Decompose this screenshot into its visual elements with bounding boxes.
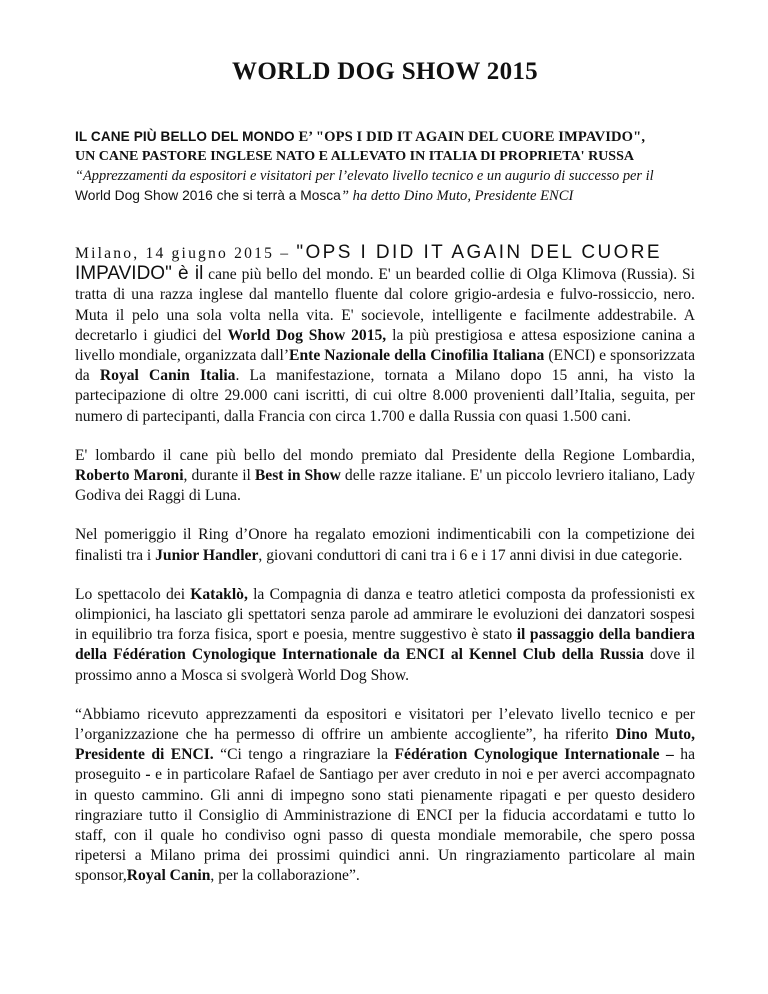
subtitle-headline: IL CANE PIÙ BELLO DEL MONDO: [75, 129, 295, 144]
text-span: , giovani conduttori di cani tra i 6 e i 17 anni divisi in due categorie.: [258, 546, 683, 564]
winner-name-a: "OPS I DID IT AGAIN DEL CUORE: [296, 242, 662, 263]
bold-span: Junior Handler: [155, 546, 259, 564]
quote-text-1: “Apprezzamenti da espositori e visitatori per l’elevato livello tecnico e un augurio di successo per il: [75, 168, 654, 184]
bold-span: Kataklò,: [190, 585, 248, 603]
text-span: Lo spettacolo dei: [75, 585, 191, 603]
text-span: dove il prossimo anno a Mosca si svolgerà World Dog Show.: [75, 646, 696, 684]
bold-span: Fédération Cynologique Internationale –: [394, 746, 674, 764]
subtitle-block: [75, 127, 695, 206]
text-span: . La manifestazione, tornata a Milano dopo 15 anni, ha visto la partecipazione di oltre 29.000 cani iscritti, di cui oltre 8.000 provenienti dall’Italia, seguita, per numero di partecipanti, dalla Francia con circa 1.700 e dalla Russia con quasi 1.500 cani.: [75, 367, 695, 425]
text-span: , per la collaborazione”.: [210, 867, 360, 885]
text-span: Nel pomeriggio il Ring d’Onore ha regalato emozioni indimenticabili con la competizione dei finalisti tra i: [75, 526, 695, 564]
bold-span: Royal Canin: [126, 867, 211, 885]
text-span: ha proseguito: [75, 746, 695, 784]
paragraph-5: [75, 705, 695, 887]
text-span: (ENCI) e sponsorizzata da: [75, 347, 695, 385]
paragraph-2: [75, 446, 695, 507]
text-span: “Ci tengo a ringraziare la: [213, 746, 395, 764]
text-span: e in particolare Rafael de Santiago per aver creduto in noi e per averci accompagnato in questo cammino. Gli anni di impegno sono stati pienamente ripagati e per questo desidero ringraziare tutto il Consiglio di Amministrazione di ENCI per la fiducia accordatami e tutto lo staff, con il quale ho condiviso ogni passo di questa mondiale memorabile, che spero possa ripetersi a Milano prima dei prossimi quindici anni. Un ringraziamento particolare al main sponsor,: [75, 766, 696, 885]
bold-span: Best in Show: [254, 467, 341, 485]
text-span: E' lombardo il cane più bello del mondo premiato dal Presidente della Regione Lombardia,: [75, 446, 695, 464]
text-span: delle razze italiane. E' un piccolo levriero italiano, Lady Godiva dei Raggi di Luna.: [75, 467, 695, 505]
bold-span: -: [145, 766, 151, 784]
subtitle-line-2: UN CANE PASTORE INGLESE NATO E ALLEVATO IN ITALIA DI PROPRIETA' RUSSA: [75, 149, 634, 164]
bold-span: Dino Muto, Presidente di ENCI.: [75, 726, 695, 764]
bold-span: Roberto Maroni: [75, 467, 184, 485]
paragraph-3: [75, 525, 695, 565]
paragraph-4: [75, 585, 695, 686]
subtitle-quote-line-1: [75, 166, 695, 186]
bold-span: World Dog Show 2015,: [227, 326, 387, 344]
subtitle-quote-line-2: [75, 186, 695, 206]
subtitle-dog-name: E’ "OPS I DID IT AGAIN DEL CUORE IMPAVIDO",: [294, 129, 646, 145]
text-span: , durante il: [183, 467, 255, 485]
bold-span: il passaggio della bandiera della Fédération Cynologique Internationale da ENCI al Kennel Club della Russia: [75, 626, 695, 664]
winner-name-b: IMPAVIDO" è il: [75, 263, 204, 285]
intro-line: [75, 242, 662, 263]
quote-text-2a: World Dog Show 2016 che si terrà a Mosca: [75, 188, 341, 203]
bold-span: Ente Nazionale della Cinofilia Italiana: [289, 347, 545, 365]
text-span: la Compagnia di danza e teatro atletici composta da professionisti ex olimpionici, ha lasciato gli spettatori senza parole ad ammirare le evoluzioni dei danzatori sospesi in equilibrio tra forza fisica, sport e poesia, mentre suggestivo è stato: [75, 585, 695, 644]
text-span: la più prestigiosa e attesa esposizione canina a livello mondiale, organizzata dall’: [75, 326, 695, 365]
article-body: [75, 243, 695, 906]
paragraph-1: [75, 243, 695, 427]
subtitle-line-1: [75, 127, 695, 147]
dateline: Milano, 14 giugno 2015 –: [75, 245, 297, 262]
bold-span: Royal Canin Italia: [99, 367, 236, 385]
text-span: “Abbiamo ricevuto apprezzamenti da espositori e visitatori per l’elevato livello tecnico e per l’organizzazione che ha permesso di offrire un ambiente accogliente”, ha riferito: [75, 705, 695, 744]
document-title: WORLD DOG SHOW 2015: [232, 58, 538, 85]
quote-attribution: ” ha detto Dino Muto, Presidente ENCI: [340, 188, 574, 204]
text-span: cane più bello del mondo. E' un bearded collie di Olga Klimova (Russia). Si tratta di una razza inglese dal mantello fluente dal colore grigio-ardesia e fulvo-rossiccio, nero. Muta il pelo una sola volta nella vita. E' socievole, intelligente e facilmente addestrabile. A decretarlo i giudici del: [75, 266, 695, 344]
